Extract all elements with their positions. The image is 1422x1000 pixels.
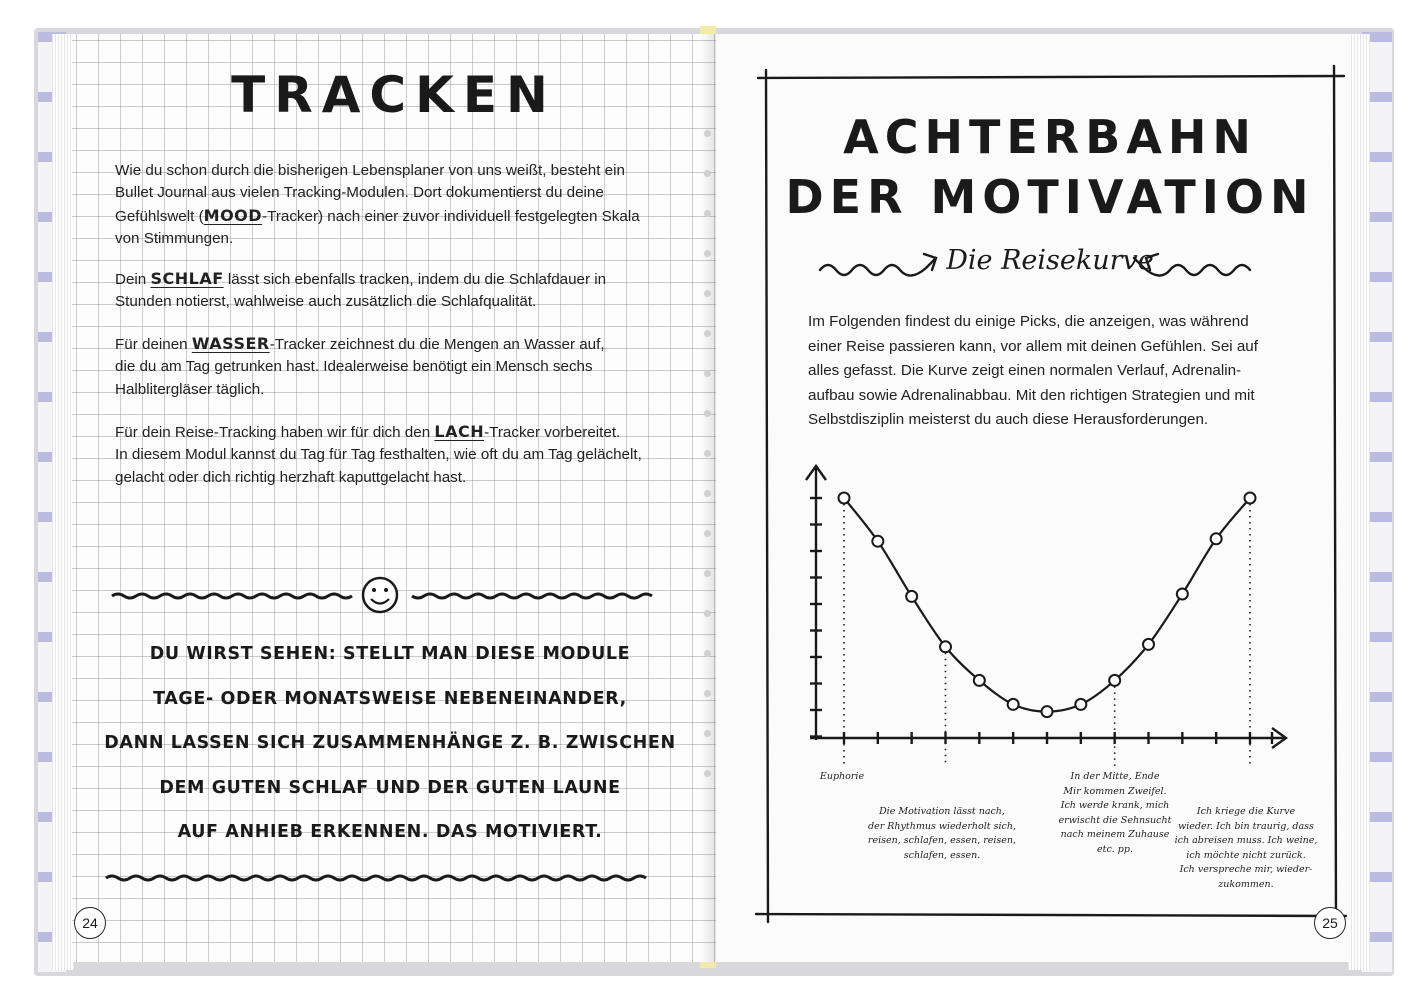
binding-hole: [704, 170, 711, 177]
paragraph-line: [115, 291, 663, 313]
paragraph-line: [115, 444, 663, 466]
text-run: -Tracker) nach einer zuvor individuell festgelegten Skala: [262, 207, 640, 225]
right-page-title-line1: ACHTERBAHN: [843, 110, 1257, 164]
left-page-title: TRACKEN: [231, 66, 557, 124]
text-run: Halblitergläser täglich.: [115, 380, 265, 398]
text-run: Für deinen: [115, 336, 192, 353]
binding-hole: [704, 450, 711, 457]
text-run: Bullet Journal aus vielen Tracking-Modulen. Dort dokumentierst du deine: [115, 184, 604, 202]
binding-hole: [704, 410, 711, 417]
paragraph-line: [115, 333, 663, 356]
statement-line: DANN LASSEN SICH ZUSAMMENHÄNGE Z. B. ZWISCHEN: [104, 733, 676, 753]
paragraph-line: [115, 268, 663, 291]
binding-hole: [704, 650, 711, 657]
body-line: alles gefasst. Die Kurve zeigt einen normalen Verlauf, Adrenalin-: [808, 362, 1242, 380]
body-line: Im Folgenden findest du einige Picks, die anzeigen, was während: [808, 313, 1249, 330]
tracker-keyword: MOOD: [203, 205, 263, 225]
text-run: Dein: [115, 271, 151, 288]
text-run: lässt sich ebenfalls tracken, indem du die Schlafdauer in: [223, 271, 607, 288]
binding-hole: [704, 530, 711, 537]
paragraph-line: [115, 228, 663, 250]
page-number-left: 24: [74, 907, 106, 939]
annotation-euphorie: Euphorie: [819, 771, 865, 782]
statement-line: TAGE- ODER MONATSWEISE NEBENEINANDER,: [153, 688, 627, 709]
binding-hole: [704, 290, 711, 297]
paragraph: [115, 268, 663, 314]
text-run: Gefühlswelt (: [115, 207, 204, 225]
binding-hole: [704, 570, 711, 577]
annotation-zweifel: In der Mitte, Ende Mir kommen Zweifel. Ich werde krank, mich erwischt die Sehnsucht nach meinem Zuhause etc. pp.: [1058, 771, 1172, 855]
motivation-statement: [90, 640, 690, 863]
right-page-subtitle: Die Reisekurve: [946, 245, 1154, 276]
right-page-title-line2: DER MOTIVATION: [785, 170, 1315, 224]
body-line: einer Reise passieren kann, vor allem mit deinen Gefühlen. Sei auf: [808, 337, 1258, 355]
binding-hole: [704, 730, 711, 737]
paragraph: [115, 333, 663, 401]
text-run: In diesem Modul kannst du Tag für Tag festhalten, wie oft du am Tag gelächelt,: [115, 446, 642, 464]
body-line: Selbstdisziplin meisterst du auch diese Herausforderungen.: [808, 411, 1209, 429]
tracker-keyword: LACH: [434, 422, 485, 441]
paragraph-line: [115, 379, 663, 401]
text-run: Stunden notierst, wahlweise auch zusätzlich die Schlafqualität.: [115, 293, 537, 311]
text-run: gelacht oder dich richtig herzhaft kaputtgelacht hast.: [115, 468, 467, 486]
text-run: von Stimmungen.: [115, 229, 234, 247]
paragraph-line: [115, 182, 663, 204]
right-page-body: [808, 310, 1288, 433]
text-run: Für dein Reise-Tracking haben wir für dich den: [115, 424, 435, 441]
text-run: die du am Tag getrunken hast. Idealerweise benötigt ein Mensch sechs: [115, 358, 593, 376]
body-line: aufbau sowie Adrenalinabbau. Mit den richtigen Strategien und mit: [808, 386, 1255, 404]
page-edges-right: [1348, 34, 1370, 970]
binding-hole: [704, 250, 711, 257]
tracker-keyword: WASSER: [191, 334, 270, 353]
paragraph-line: [115, 160, 663, 182]
binding-hole: [704, 610, 711, 617]
binding-holes: [704, 130, 712, 810]
paragraph-line: [115, 356, 663, 378]
paragraph: [115, 160, 663, 250]
binding-hole: [704, 330, 711, 337]
text-run: Wie du schon durch die bisherigen Lebensplaner von uns weißt, besteht ein: [115, 162, 625, 179]
tracker-keyword: SCHLAF: [150, 269, 224, 288]
text-run: -Tracker vorbereitet.: [484, 424, 621, 441]
statement-line: DEM GUTEN SCHLAF UND DER GUTEN LAUNE: [159, 777, 621, 798]
binding-hole: [704, 130, 711, 137]
paragraph: [115, 421, 663, 489]
page-edges-left: [52, 34, 74, 970]
annotation-kurve: Ich kriege die Kurve wieder. Ich bin traurig, dass ich abreisen muss. Ich weine, ich möchte nicht zurück. Ich verspreche mir, wieder- zukommen.: [1174, 806, 1318, 890]
paragraph-line: [115, 205, 663, 228]
text-run: -Tracker zeichnest du die Mengen an Wasser auf,: [269, 336, 605, 353]
paragraph-line: [115, 421, 663, 444]
binding-hole: [704, 690, 711, 697]
page-number-right: 25: [1314, 907, 1346, 939]
binding-hole: [704, 770, 711, 777]
paragraph-line: [115, 467, 663, 489]
statement-line: AUF ANHIEB ERKENNEN. DAS MOTIVIERT.: [177, 822, 603, 842]
binding-hole: [704, 490, 711, 497]
annotation-motivation: Die Motivation lässt nach, der Rhythmus wiederholt sich, reisen, schlafen, essen, reisen, schlafen, essen.: [867, 806, 1017, 861]
binding-hole: [704, 210, 711, 217]
binding-hole: [704, 370, 711, 377]
statement-line: DU WIRST SEHEN: STELLT MAN DIESE MODULE: [149, 644, 631, 664]
